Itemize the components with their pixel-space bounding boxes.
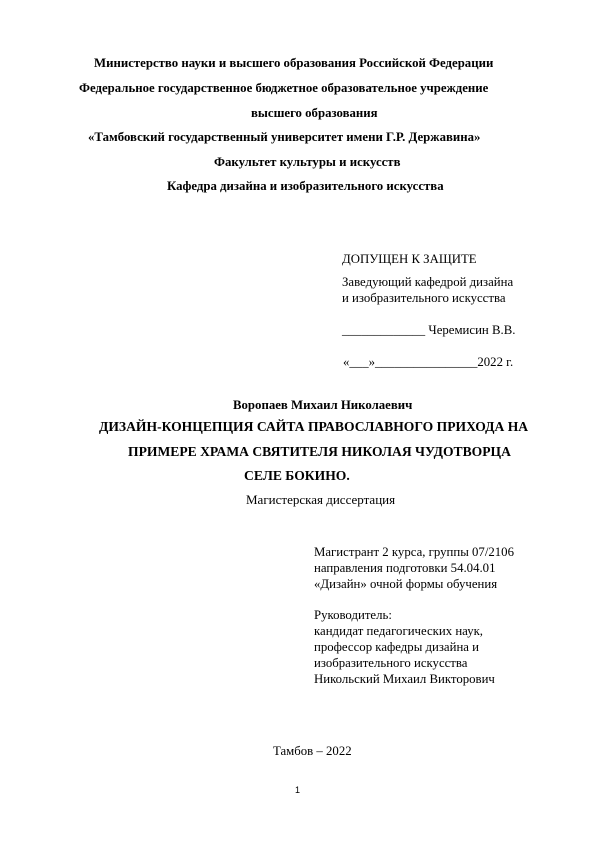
title-line-3: СЕЛЕ БОКИНО. xyxy=(244,468,350,483)
ministry-line: Министерство науки и высшего образования Российской Федерации xyxy=(94,56,494,70)
student-line-2: направления подготовки 54.04.01 xyxy=(314,561,496,575)
approval-heading: ДОПУЩЕН К ЗАЩИТЕ xyxy=(342,252,477,266)
approval-position-line-1: Заведующий кафедрой дизайна xyxy=(342,275,514,289)
department-line: Кафедра дизайна и изобразительного искусства xyxy=(167,179,444,193)
student-line-3: «Дизайн» очной формы обучения xyxy=(314,577,498,591)
thesis-type: Магистерская диссертация xyxy=(246,492,396,507)
institution-line-1: Федеральное государственное бюджетное образовательное учреждение xyxy=(79,81,489,95)
title-line-2: ПРИМЕРЕ ХРАМА СВЯТИТЕЛЯ НИКОЛАЯ ЧУДОТВОРЦА xyxy=(128,444,511,459)
supervisor-line-1: кандидат педагогических наук, xyxy=(314,624,484,638)
title-line-1: ДИЗАЙН-КОНЦЕПЦИЯ САЙТА ПРАВОСЛАВНОГО ПРИХОДА НА xyxy=(99,419,529,434)
institution-line-2: высшего образования xyxy=(251,106,378,120)
faculty-line: Факультет культуры и искусств xyxy=(214,155,401,169)
supervisor-label: Руководитель: xyxy=(314,608,392,622)
approval-date-line: «___»________________2022 г. xyxy=(343,355,514,369)
student-line-1: Магистрант 2 курса, группы 07/2106 xyxy=(314,545,514,559)
author-name: Воропаев Михаил Николаевич xyxy=(233,398,413,412)
supervisor-line-3: изобразительного искусства xyxy=(314,656,468,670)
approval-position-line-2: и изобразительного искусства xyxy=(342,291,506,305)
approval-signature-line: _____________ Черемисин В.В. xyxy=(342,323,516,337)
supervisor-name: Никольский Михаил Викторович xyxy=(314,672,495,686)
page-number: 1 xyxy=(295,785,301,795)
supervisor-line-2: профессор кафедры дизайна и xyxy=(314,640,480,654)
city-year: Тамбов – 2022 xyxy=(273,744,352,758)
university-line: «Тамбовский государственный университет имени Г.Р. Державина» xyxy=(88,130,481,144)
